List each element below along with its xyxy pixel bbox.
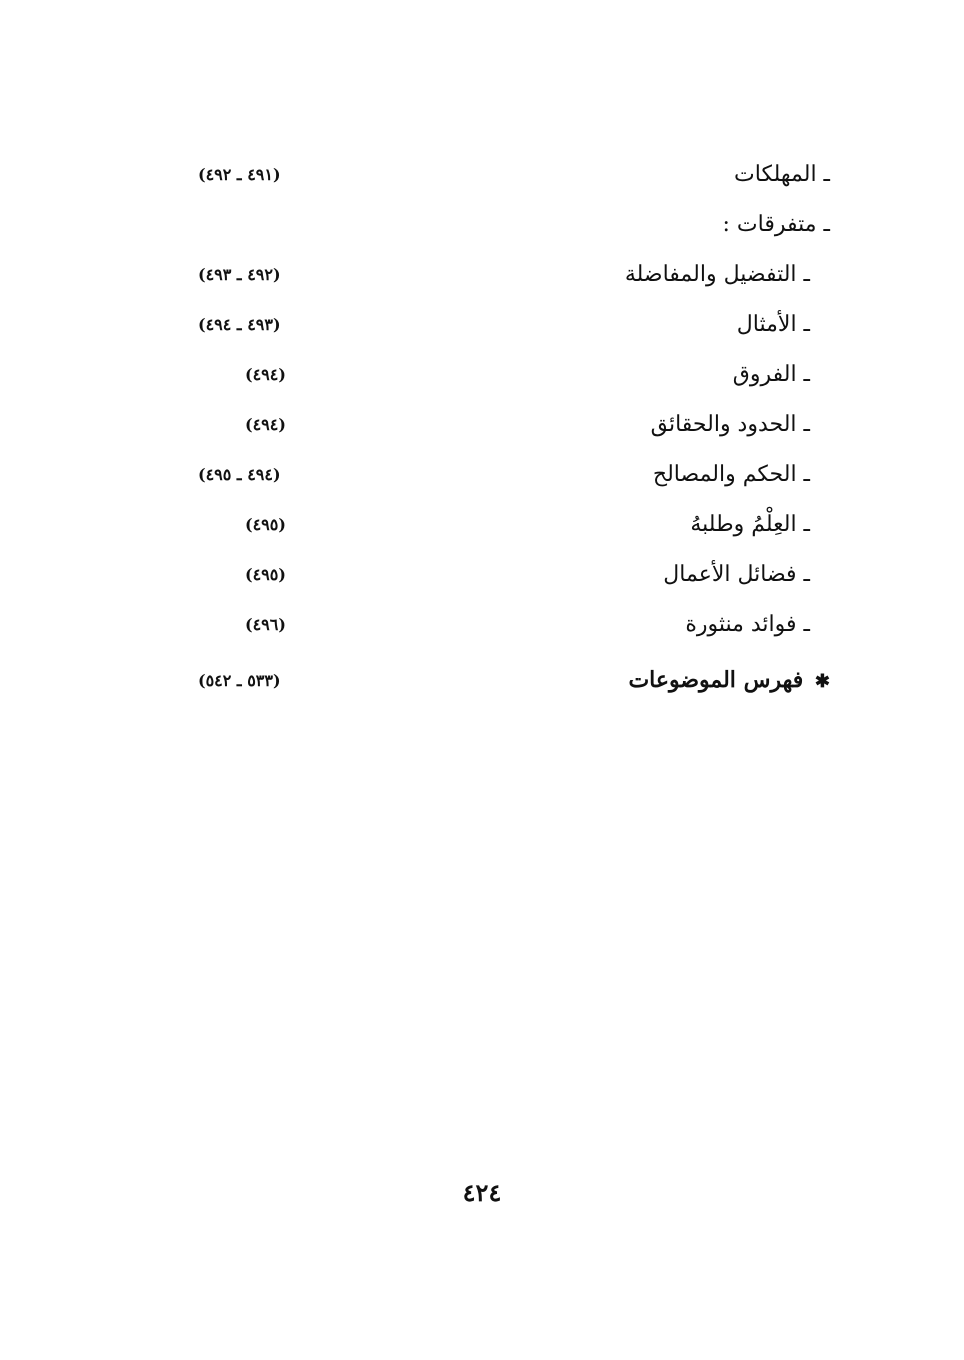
toc-entry-title: ـ فضائل الأعمال (663, 562, 810, 587)
page-number: ٤٢٤ (462, 1178, 502, 1207)
toc-main-entry-pages: (٥٣٣ ـ ٥٤٢) (198, 671, 281, 690)
toc-entry-ilm (190, 500, 830, 550)
toc-entry-title: ـ الحكم والمصالح (652, 462, 810, 487)
toc-entry-title: ـ الأمثال (736, 312, 810, 337)
table-of-contents (190, 150, 830, 706)
asterisk-marker: ✱ (814, 671, 830, 692)
toc-entry-title: ـ التفضيل والمفاضلة (624, 262, 810, 287)
toc-main-entry-title: فهرس الموضوعات (628, 667, 804, 693)
toc-entry-title: ـ العِلْمُ وطلبهُ (690, 512, 810, 537)
toc-entry-pages: (٤٩٤ ـ ٤٩٥) (198, 465, 281, 484)
toc-entry-pages: (٤٩١ ـ ٤٩٢) (198, 165, 281, 184)
toc-main-entry-title-group (628, 655, 830, 707)
toc-entry-furuq (190, 350, 830, 400)
toc-entry-pages: (٤٩٣ ـ ٤٩٤) (198, 315, 281, 334)
toc-entry-tafdil (190, 250, 830, 300)
toc-entry-pages: (٤٩٥) (245, 515, 286, 534)
toc-entry-title: ـ المهلكات (734, 162, 830, 187)
toc-entry-pages: (٤٩٦) (245, 615, 286, 634)
toc-entry-pages: (٤٩٥) (245, 565, 286, 584)
toc-entry-pages: (٤٩٤) (245, 415, 286, 434)
toc-entry-muhlikat (190, 150, 830, 200)
toc-entry-mutafarriqat (190, 200, 830, 250)
toc-entry-fadail (190, 550, 830, 600)
toc-entry-amthal (190, 300, 830, 350)
toc-entry-hudud (190, 400, 830, 450)
toc-entry-fawaid (190, 600, 830, 650)
toc-entry-title: ـ متفرقات : (722, 212, 830, 237)
toc-entry-pages: (٤٩٤) (245, 365, 286, 384)
toc-entry-title: ـ الحدود والحقائق (650, 412, 810, 437)
toc-entry-hikam (190, 450, 830, 500)
toc-entry-title: ـ الفروق (732, 362, 810, 387)
toc-entry-pages: (٤٩٢ ـ ٤٩٣) (198, 265, 281, 284)
toc-main-entry-index (190, 656, 830, 706)
toc-entry-title: ـ فوائد منثورة (685, 612, 810, 637)
